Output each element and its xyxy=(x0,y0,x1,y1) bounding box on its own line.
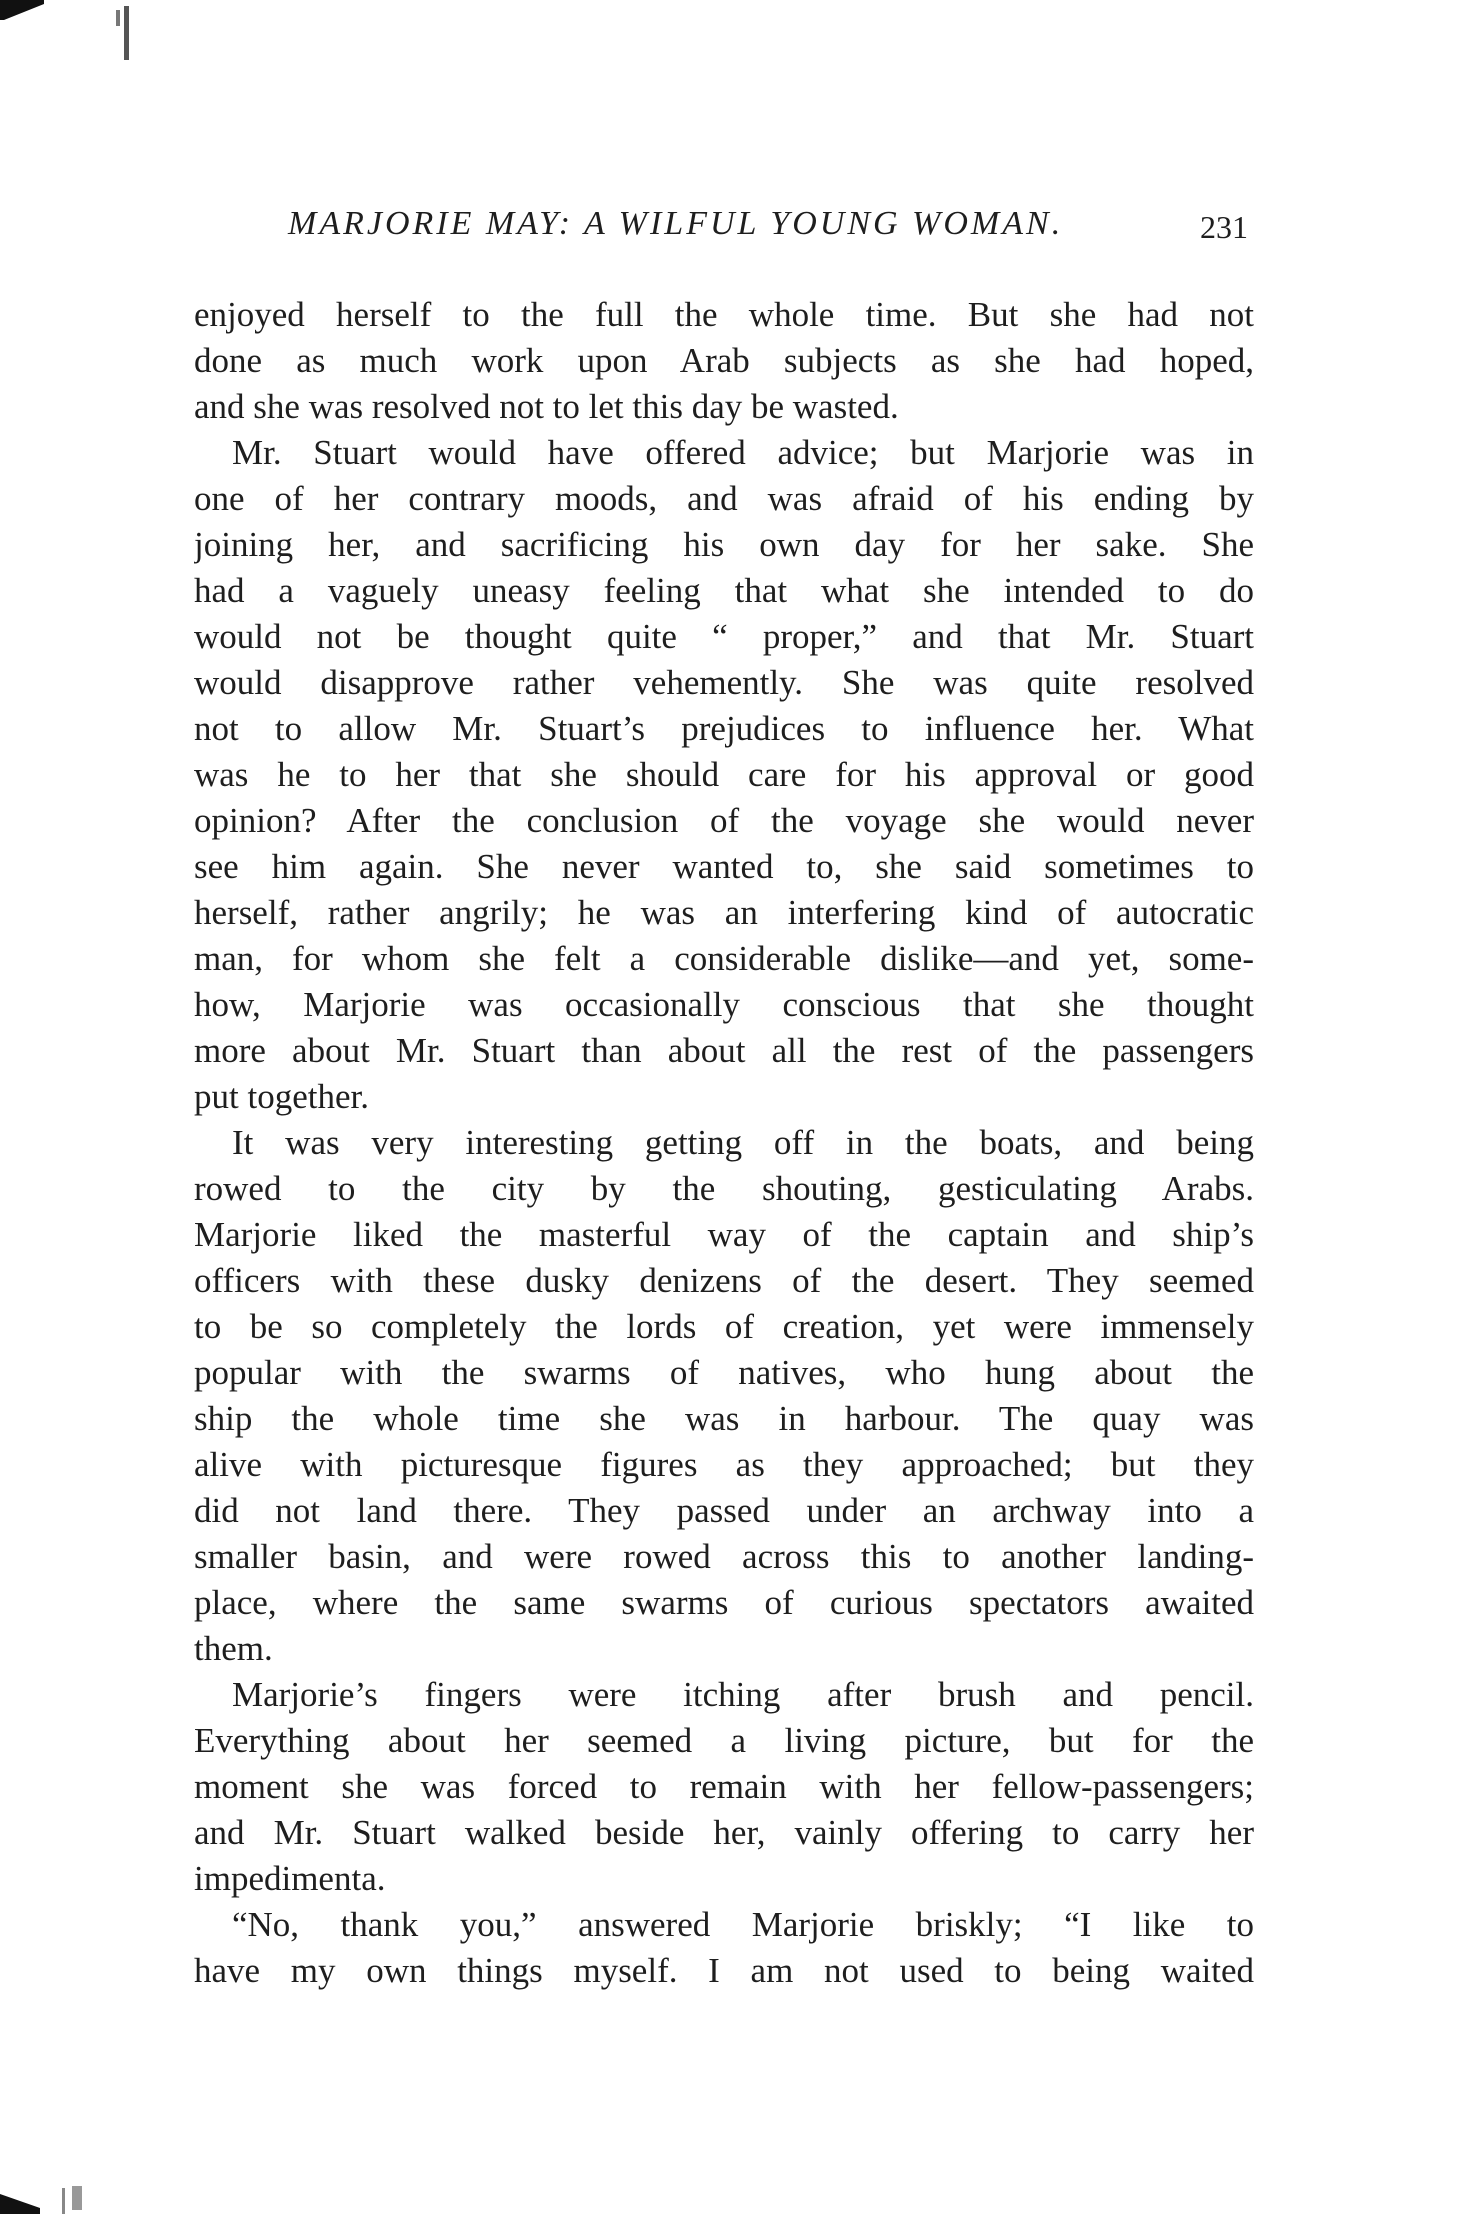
text-line: man, for whom she felt a considerable dislike—and yet, some- xyxy=(194,939,1254,978)
text-line: Marjorie’s fingers were itching after brush and pencil. xyxy=(232,1675,1254,1714)
text-line: done as much work upon Arab subjects as she had hoped, xyxy=(194,341,1254,380)
text-line: popular with the swarms of natives, who hung about the xyxy=(194,1353,1254,1392)
text-line: would disapprove rather vehemently. She was quite resolved xyxy=(194,663,1254,702)
text-line: “No, thank you,” answered Marjorie briskly; “I like to xyxy=(232,1905,1254,1944)
ink-smudge xyxy=(62,2188,65,2214)
ink-smudge xyxy=(72,2186,82,2210)
running-head xyxy=(288,205,1248,255)
page-number: 231 xyxy=(1200,209,1248,245)
corner-scan-mark xyxy=(0,0,44,22)
text-line: opinion? After the conclusion of the voyage she would never xyxy=(194,801,1254,840)
text-line: them. xyxy=(194,1629,273,1668)
ink-smudge xyxy=(124,6,129,60)
running-title: MARJORIE MAY: A WILFUL YOUNG WOMAN. xyxy=(288,205,1064,242)
text-line: had a vaguely uneasy feeling that what she intended to do xyxy=(194,571,1254,610)
text-line: to be so completely the lords of creation, yet were immensely xyxy=(194,1307,1254,1346)
text-line: did not land there. They passed under an archway into a xyxy=(194,1491,1254,1530)
corner-scan-mark xyxy=(0,2194,40,2214)
text-line: and Mr. Stuart walked beside her, vainly offering to carry her xyxy=(194,1813,1254,1852)
text-line: would not be thought quite “ proper,” and that Mr. Stuart xyxy=(194,617,1254,656)
text-line: more about Mr. Stuart than about all the rest of the passengers xyxy=(194,1031,1254,1070)
body-text xyxy=(194,292,1254,1994)
text-line: impedimenta. xyxy=(194,1859,386,1898)
text-line: Marjorie liked the masterful way of the captain and ship’s xyxy=(194,1215,1254,1254)
text-line: see him again. She never wanted to, she said sometimes to xyxy=(194,847,1254,886)
text-line: how, Marjorie was occasionally conscious that she thought xyxy=(194,985,1254,1024)
text-line: It was very interesting getting off in the boats, and being xyxy=(232,1123,1254,1162)
text-line: was he to her that she should care for his approval or good xyxy=(194,755,1254,794)
ink-smudge xyxy=(116,10,120,26)
text-line: smaller basin, and were rowed across this to another landing- xyxy=(194,1537,1254,1576)
text-line: place, where the same swarms of curious spectators awaited xyxy=(194,1583,1254,1622)
text-line: Mr. Stuart would have offered advice; but Marjorie was in xyxy=(232,433,1254,472)
text-line: have my own things myself. I am not used to being waited xyxy=(194,1951,1254,1990)
text-line: officers with these dusky denizens of the desert. They seemed xyxy=(194,1261,1254,1300)
text-line: Everything about her seemed a living picture, but for the xyxy=(194,1721,1254,1760)
text-line: put together. xyxy=(194,1077,369,1116)
text-line: and she was resolved not to let this day be wasted. xyxy=(194,387,899,426)
text-line: ship the whole time she was in harbour. The quay was xyxy=(194,1399,1254,1438)
text-line: enjoyed herself to the full the whole time. But she had not xyxy=(194,295,1254,334)
text-line: rowed to the city by the shouting, gesticulating Arabs. xyxy=(194,1169,1254,1208)
text-line: herself, rather angrily; he was an interfering kind of autocratic xyxy=(194,893,1254,932)
text-line: alive with picturesque figures as they approached; but they xyxy=(194,1445,1254,1484)
text-line: joining her, and sacrificing his own day for her sake. She xyxy=(194,525,1254,564)
text-line: one of her contrary moods, and was afraid of his ending by xyxy=(194,479,1254,518)
text-line: moment she was forced to remain with her fellow-passengers; xyxy=(194,1767,1254,1806)
text-line: not to allow Mr. Stuart’s prejudices to influence her. What xyxy=(194,709,1254,748)
